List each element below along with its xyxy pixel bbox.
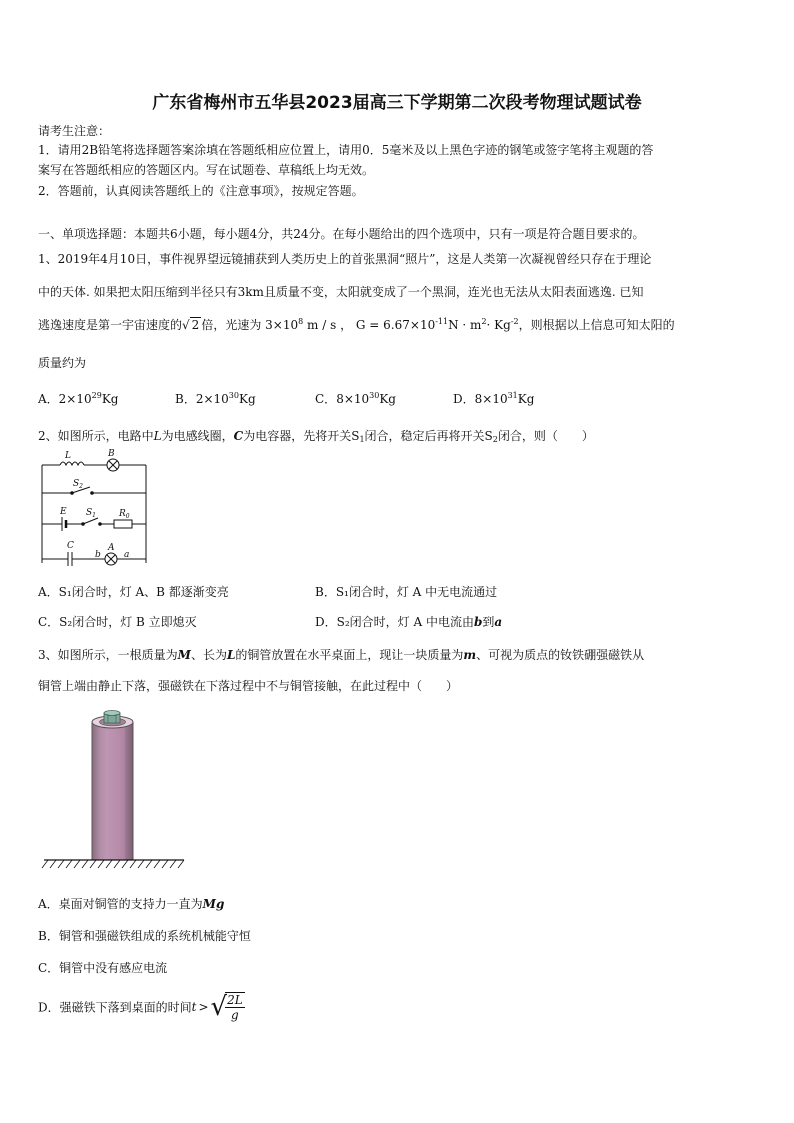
q1-line-4: 质量约为 — [38, 356, 87, 370]
notice-item-2: 2．答题前，认真阅读答题纸上的《注意事项》，按规定答题。 — [38, 184, 364, 198]
sqrt-fraction: $\frac{2L}{g}$ — [227, 993, 243, 1022]
notice-heading: 请考生注意： — [38, 124, 111, 138]
section-heading: 一、单项选择题：本题共6小题，每小题4分，共24分。在每小题给出的四个选项中，只有一项是符合题目要求的。 — [38, 227, 645, 241]
q1-option-c: C．$8\times 10^{30}Kg$ — [315, 391, 396, 406]
q1-option-a: A．$2\times 10^{29}Kg$ — [38, 391, 119, 406]
q3-line-1: 3、如图所示，一根质量为M、长为L的铜管放置在水平桌面上，现让一块质量为m、可视为质点的钕铁硼强磁铁从 — [38, 648, 645, 662]
label-s2: $S_2$ — [73, 479, 83, 490]
q1-option-b: B．$2\times 10^{30}Kg$ — [175, 391, 256, 406]
label-a-lamp: A — [108, 543, 115, 553]
label-r0: $R_0$ — [119, 509, 130, 520]
q3-option-c: C．铜管中没有感应电流 — [38, 961, 168, 975]
ground-hatching — [42, 860, 184, 868]
q1-line-1: 1、2019年4月10日，事件视界望远镜捕获到人类历史上的首张黑洞“照片”，这是人类第一次凝视曾经只存在于理论 — [38, 252, 652, 266]
label-a-node: a — [124, 550, 130, 560]
q3-option-a: A．桌面对铜管的支持力一直为Mg — [38, 897, 225, 911]
q3-line-2: 铜管上端由静止下落，强磁铁在下落过程中不与铜管接触，在此过程中（ ） — [38, 679, 459, 693]
notice-item-1-line-2: 案写在答题纸相应的答题区内。写在试题卷、草稿纸上均无效。 — [38, 163, 375, 177]
label-s1: $S_1$ — [86, 508, 96, 519]
q1-option-d: D．$8\times 10^{31}Kg$ — [453, 391, 535, 406]
q1-line-2: 中的天体. 如果把太阳压缩到半径只有3km且质量不变，太阳就变成了一个黑洞，连光也无法从太阳表面逃逸. 已知 — [38, 285, 644, 299]
q2-circuit-diagram — [38, 448, 153, 573]
notice-item-1-line-1: 1．请用2B铅笔将选择题答案涂填在答题纸相应位置上，请用0．5毫米及以上黑色字迹的钢笔或签字笔将主观题的答 — [38, 143, 654, 157]
q3-option-d: D．强磁铁下落到桌面的时间t >√ $\frac{2L}{g}$ — [38, 992, 243, 1022]
q2-stem: 2、如图所示，电路中L为电感线圈，C为电容器，先将开关$S_1$闭合，稳定后再将开关$S_2$闭合，则（ ） — [38, 429, 594, 444]
q3-copper-tube-figure — [40, 708, 190, 873]
sqrt-two: 2 — [191, 318, 200, 332]
q2-option-a: A．S₁闭合时，灯 A、B 都逐渐变亮 — [38, 585, 229, 599]
label-c: C — [67, 541, 74, 551]
q2-option-c: C．S₂闭合时，灯 B 立即熄灭 — [38, 615, 197, 629]
page-title: 广东省梅州市五华县2023届高三下学期第二次段考物理试题试卷 — [152, 93, 642, 113]
label-b-node: b — [95, 550, 101, 560]
q3-option-b: B．铜管和强磁铁组成的系统机械能守恒 — [38, 929, 251, 943]
label-b-lamp: B — [108, 449, 115, 459]
q2-option-b: B．S₁闭合时，灯 A 中无电流通过 — [315, 585, 498, 599]
q2-option-d: D．S₂闭合时，灯 A 中电流由b到a — [315, 615, 503, 629]
q1-line-3: 逃逸速度是第一宇宙速度的√ 2 倍，光速为 $3\times 10^8$ m / s ， $G = 6.67\times 10^{-11}N \cdot m^2\cdot Kg^{-2}$，则根据以上信息可知太阳的 — [38, 317, 675, 332]
label-e: E — [60, 507, 67, 517]
label-l: L — [65, 451, 71, 461]
